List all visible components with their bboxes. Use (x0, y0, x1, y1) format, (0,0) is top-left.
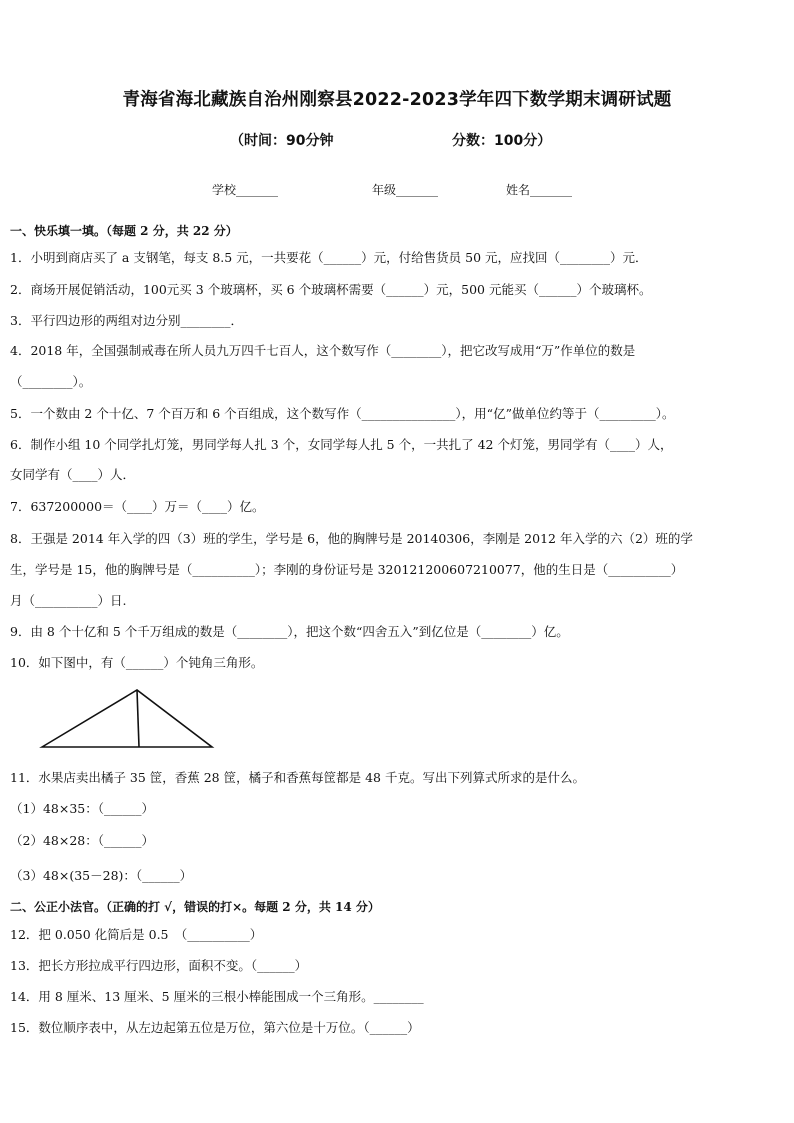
section-1-heading: 一、快乐填一填。（每题 2 分，共 22 分） (10, 224, 238, 238)
question-11-part-3: （3）48×(35－28)：（______） (10, 868, 193, 883)
question-8-line-2: 生，学号是 15，他的胸牌号是（__________）；李刚的身份证号是 320121200607210077，他的生日是（__________） (10, 562, 684, 577)
question-12: 12．把 0.050 化简后是 0.5 （__________） (10, 927, 263, 942)
question-13: 13．把长方形拉成平行四边形，面积不变。（______） (10, 958, 308, 973)
grade-field[interactable]: 年级_______ (372, 183, 439, 197)
question-9: 9．由 8 个十亿和 5 个千万组成的数是（________），把这个数“四舍五入”到亿位是（________）亿。 (10, 624, 569, 639)
question-7: 7．637200000＝（____）万＝（____）亿。 (10, 499, 265, 514)
question-11-part-1: （1）48×35：（______） (10, 801, 154, 816)
exam-score: 分数：100分） (452, 133, 552, 149)
question-10: 10．如下图中，有（______）个钝角三角形。 (10, 655, 264, 670)
question-5: 5．一个数由 2 个十亿、7 个百万和 6 个百组成，这个数写作（_______________），用“亿”做单位约等于（_________）。 (10, 406, 675, 421)
question-14: 14．用 8 厘米、13 厘米、5 厘米的三根小棒能围成一个三角形。________ (10, 989, 424, 1004)
question-11: 11．水果店卖出橘子 35 筐，香蕉 28 筐，橘子和香蕉每筐都是 48 千克。写出下列算式所求的是什么。 (10, 770, 585, 785)
divider-line (137, 690, 139, 747)
school-field[interactable]: 学校_______ (212, 183, 279, 197)
question-2: 2．商场开展促销活动，100元买 3 个玻璃杯，买 6 个玻璃杯需要（______）元，500 元能买（______）个玻璃杯。 (10, 282, 652, 297)
question-4-line-2: （________）。 (10, 374, 92, 389)
question-8-line-1: 8．王强是 2014 年入学的四（3）班的学生，学号是 6，他的胸牌号是 20140306，李刚是 2012 年入学的六（2）班的学 (10, 531, 693, 546)
question-4-line-1: 4．2018 年，全国强制戒毒在所人员九万四千七百人，这个数写作（________），把它改写成用“万”作单位的数是 (10, 343, 636, 358)
question-6-line-1: 6．制作小组 10 个同学扎灯笼，男同学每人扎 3 个，女同学每人扎 5 个，一共扎了 42 个灯笼，男同学有（____）人， (10, 437, 673, 452)
question-1: 1．小明到商店买了 a 支钢笔，每支 8.5 元，一共要花（______）元，付给售货员 50 元，应找回（________）元． (10, 250, 648, 265)
exam-time: （时间：90分钟 (230, 133, 334, 149)
question-3: 3．平行四边形的两组对边分别________． (10, 313, 243, 328)
question-15: 15．数位顺序表中，从左边起第五位是万位，第六位是十万位。（______） (10, 1020, 420, 1035)
question-11-part-2: （2）48×28：（______） (10, 833, 154, 848)
question-8-line-3: 月（__________）日. (10, 593, 127, 608)
question-6-line-2: 女同学有（____）人． (10, 467, 136, 482)
name-field[interactable]: 姓名_______ (506, 183, 573, 197)
exam-title: 青海省海北藏族自治州刚察县2022-2023学年四下数学期末调研试题 (122, 90, 672, 110)
outer-triangle (42, 690, 212, 747)
triangle-figure (38, 685, 218, 755)
section-2-heading: 二、公正小法官。（正确的打 √，错误的打×。每题 2 分，共 14 分） (10, 900, 380, 914)
